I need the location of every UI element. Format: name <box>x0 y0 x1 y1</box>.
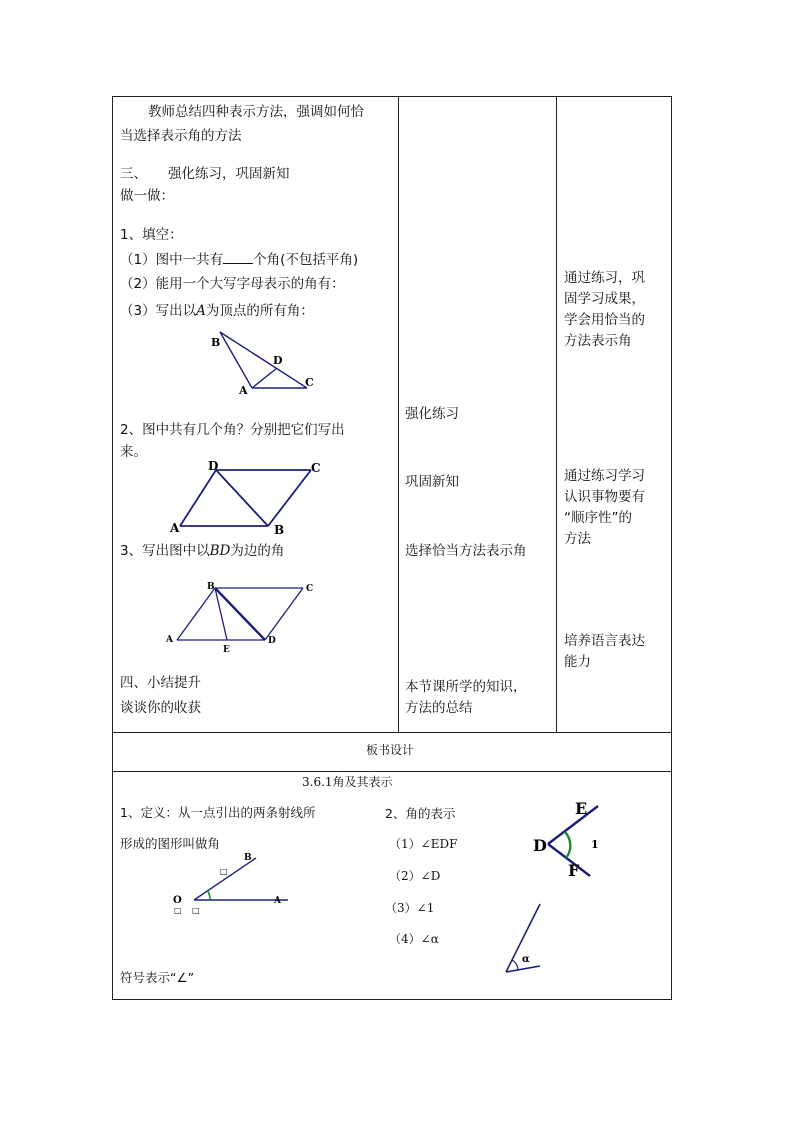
q3-text <box>120 541 284 561</box>
fig-o-label-o: O <box>173 895 182 906</box>
board-repr-title: 2、角的表示 <box>385 806 456 821</box>
board-symbol: 符号表示“∠” <box>120 970 195 985</box>
board-repr-item-3: （3）∠1 <box>385 901 435 915</box>
q3-pre: 3、写出图中以 <box>120 543 210 559</box>
board-definition-line1: 1、定义：从一点引出的两条射线所 <box>120 805 316 820</box>
section4-subtitle: 谈谈你的收获 <box>120 700 201 716</box>
fig3-label-b: B <box>207 582 215 592</box>
fig-alpha-label: α <box>522 954 530 965</box>
fig-def-label-1: 1 <box>591 838 599 851</box>
row-divider-1 <box>112 732 671 733</box>
col3-note3-line1: 培养语言表达 <box>564 633 645 649</box>
col2-item-practice: 强化练习 <box>405 406 459 422</box>
q1-part-c-var: A <box>196 303 206 319</box>
summary-line-2: 当选择表示角的方法 <box>120 128 242 144</box>
col-divider-2 <box>556 96 557 732</box>
fig-def-label-e: E <box>575 799 588 818</box>
figure-angle-aob <box>170 848 300 918</box>
board-repr-item-4: （4）∠α <box>389 932 439 946</box>
board-repr-item-1: （1）∠EDF <box>389 837 458 851</box>
col3-note2-line1: 通过练习学习 <box>564 468 645 484</box>
fig3-label-c: C <box>306 584 314 594</box>
do-it-label: 做一做： <box>120 188 174 204</box>
q1-part-c-post: 为顶点的所有角： <box>205 303 314 319</box>
fig3-label-d: D <box>268 636 276 646</box>
figure-angle-alpha <box>500 898 550 980</box>
fig1-label-c: C <box>305 376 314 389</box>
fig3-label-a: A <box>166 635 173 645</box>
q1-part-a <box>120 249 358 270</box>
fig2-label-b: B <box>274 523 285 537</box>
col2-item-summary-2: 方法的总结 <box>405 700 473 716</box>
figure-angle-edf <box>528 796 618 886</box>
col3-note2-line3: “顺序性”的 <box>564 510 632 526</box>
col3-note1-line3: 学会用恰当的 <box>564 312 645 328</box>
fig-o-placeholder-2: □ <box>174 905 182 915</box>
col3-note2-line4: 方法 <box>564 531 591 547</box>
col-divider-1 <box>398 96 399 732</box>
col3-note3-line2: 能力 <box>564 654 591 670</box>
figure-triangle-abdc <box>205 328 325 398</box>
q1-part-a-post: 个角(不包括平角) <box>253 252 359 268</box>
section3-title: 强化练习，巩固新知 <box>168 166 290 182</box>
q1-part-c-pre: （3）写出以 <box>120 303 197 319</box>
fig-def-label-d: D <box>533 836 547 855</box>
fig2-label-c: C <box>311 461 321 475</box>
col3-note1-line1: 通过练习，巩 <box>564 270 645 286</box>
fig-def-label-f: F <box>568 861 580 880</box>
fig1-label-a: A <box>239 384 248 397</box>
q3-post: 为边的角 <box>230 543 285 559</box>
q1-part-a-pre: （1）图中一共有 <box>120 252 224 268</box>
board-title: 3.6.1角及其表示 <box>302 775 393 789</box>
col3-note2-line2: 认识事物要有 <box>564 489 645 505</box>
q3-var: BD <box>209 543 231 559</box>
summary-line-1: 教师总结四种表示方法，强调如何恰 <box>148 104 364 120</box>
fig1-label-b: B <box>211 336 221 349</box>
col2-item-choose-method: 选择恰当方法表示角 <box>405 543 527 559</box>
board-repr-item-2: （2）∠D <box>389 869 441 883</box>
col2-item-consolidate: 巩固新知 <box>405 474 459 490</box>
fig2-label-a: A <box>170 521 180 535</box>
q1-part-b: （2）能用一个大写字母表示的角有： <box>120 276 345 292</box>
board-design-header: 板书设计 <box>366 743 415 757</box>
q2-line-1: 2、图中共有几个角？分别把它们写出 <box>120 422 345 438</box>
fig-o-label-b: B <box>244 853 252 863</box>
fig-o-placeholder-1: □ <box>220 866 228 876</box>
board-definition-line2: 形成的图形叫做角 <box>120 836 221 851</box>
fig1-label-d: D <box>273 354 283 367</box>
q1-part-c <box>120 301 314 321</box>
q1-title: 1、填空： <box>120 227 183 243</box>
figure-parallelogram-abcde <box>165 576 325 656</box>
section4-title: 四、小结提升 <box>120 675 201 691</box>
col3-note1-line4: 方法表示角 <box>564 333 632 349</box>
fig3-label-e: E <box>223 645 230 655</box>
fig-o-label-a: A <box>274 896 281 906</box>
q2-line-2: 来。 <box>120 444 147 460</box>
fig-o-placeholder-3: □ <box>192 905 200 915</box>
section3-number: 三、 <box>120 166 147 182</box>
q1-answer-blank[interactable] <box>223 249 253 264</box>
col2-item-summary-1: 本节课所学的知识， <box>405 679 527 695</box>
fig2-label-d: D <box>208 459 219 473</box>
figure-parallelogram-abcd <box>168 458 333 538</box>
col3-note1-line2: 固学习成果， <box>564 291 645 307</box>
